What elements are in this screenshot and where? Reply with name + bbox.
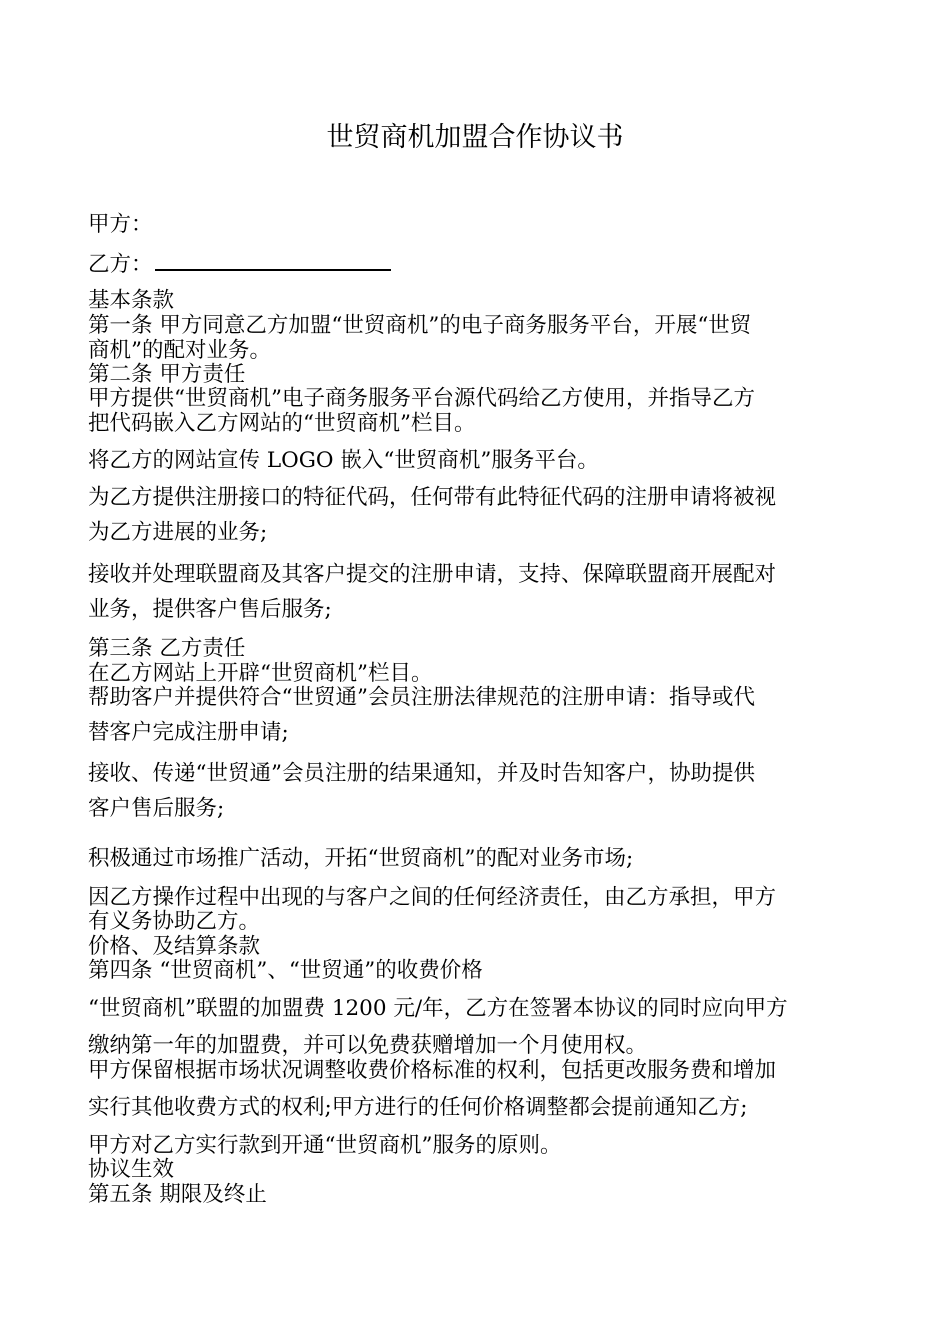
text-line: 积极通过市场推广活动，开拓“世贸商机”的配对业务市场;	[88, 846, 634, 871]
text-line: 为乙方提供注册接口的特征代码，任何带有此特征代码的注册申请将被视	[88, 485, 777, 510]
document-title: 世贸商机加盟合作协议书	[326, 122, 624, 153]
text-line: 因乙方操作过程中出现的与客户之间的任何经济责任，由乙方承担，甲方	[88, 885, 777, 910]
party-b-row	[88, 249, 391, 278]
text-line: 基本条款	[88, 288, 175, 313]
text-line: 客户售后服务;	[88, 796, 225, 821]
text-line: 替客户完成注册申请;	[88, 720, 289, 745]
text-line: 为乙方进展的业务;	[88, 520, 268, 545]
text-line: 价格、及结算条款	[88, 934, 261, 959]
text-line: 把代码嵌入乙方网站的“世贸商机”栏目。	[88, 411, 476, 436]
party-a-label: 甲方：	[88, 212, 153, 237]
text-line: 在乙方网站上开辟“世贸商机”栏目。	[88, 661, 433, 686]
text-line: 实行其他收费方式的权利;甲方进行的任何价格调整都会提前通知乙方;	[88, 1095, 748, 1120]
text-line: 商机”的配对业务。	[88, 338, 271, 363]
text-line: 第二条 甲方责任	[88, 362, 246, 387]
text-line: 第四条 “世贸商机”、“世贸通”的收费价格	[88, 958, 483, 983]
text-line: 甲方提供“世贸商机”电子商务服务平台源代码给乙方使用，并指导乙方	[88, 386, 755, 411]
text-line: 第五条 期限及终止	[88, 1182, 267, 1207]
text-line: 接收、传递“世贸通”会员注册的结果通知，并及时告知客户，协助提供	[88, 761, 755, 786]
text-line: 有义务协助乙方。	[88, 909, 261, 934]
text-line: 第三条 乙方责任	[88, 636, 246, 661]
text-line: 第一条 甲方同意乙方加盟“世贸商机”的电子商务服务平台，开展“世贸	[88, 313, 752, 338]
text-line: 接收并处理联盟商及其客户提交的注册申请，支持、保障联盟商开展配对	[88, 562, 777, 587]
text-line: “世贸商机”联盟的加盟费 1200 元/年，乙方在签署本协议的同时应向甲方	[88, 996, 788, 1021]
text-line: 甲方对乙方实行款到开通“世贸商机”服务的原则。	[88, 1133, 562, 1158]
text-line: 业务，提供客户售后服务;	[88, 597, 332, 622]
party-b-blank-line	[155, 249, 391, 271]
text-line: 协议生效	[88, 1157, 175, 1182]
party-b-label: 乙方：	[88, 252, 153, 277]
text-line: 帮助客户并提供符合“世贸通”会员注册法律规范的注册申请：指导或代	[88, 685, 755, 710]
text-line: 甲方保留根据市场状况调整收费价格标准的权利，包括更改服务费和增加	[88, 1058, 777, 1083]
text-line: 缴纳第一年的加盟费，并可以免费获赠增加一个月使用权。	[88, 1033, 648, 1058]
text-line: 将乙方的网站宣传 LOGO 嵌入“世贸商机”服务平台。	[88, 448, 599, 473]
